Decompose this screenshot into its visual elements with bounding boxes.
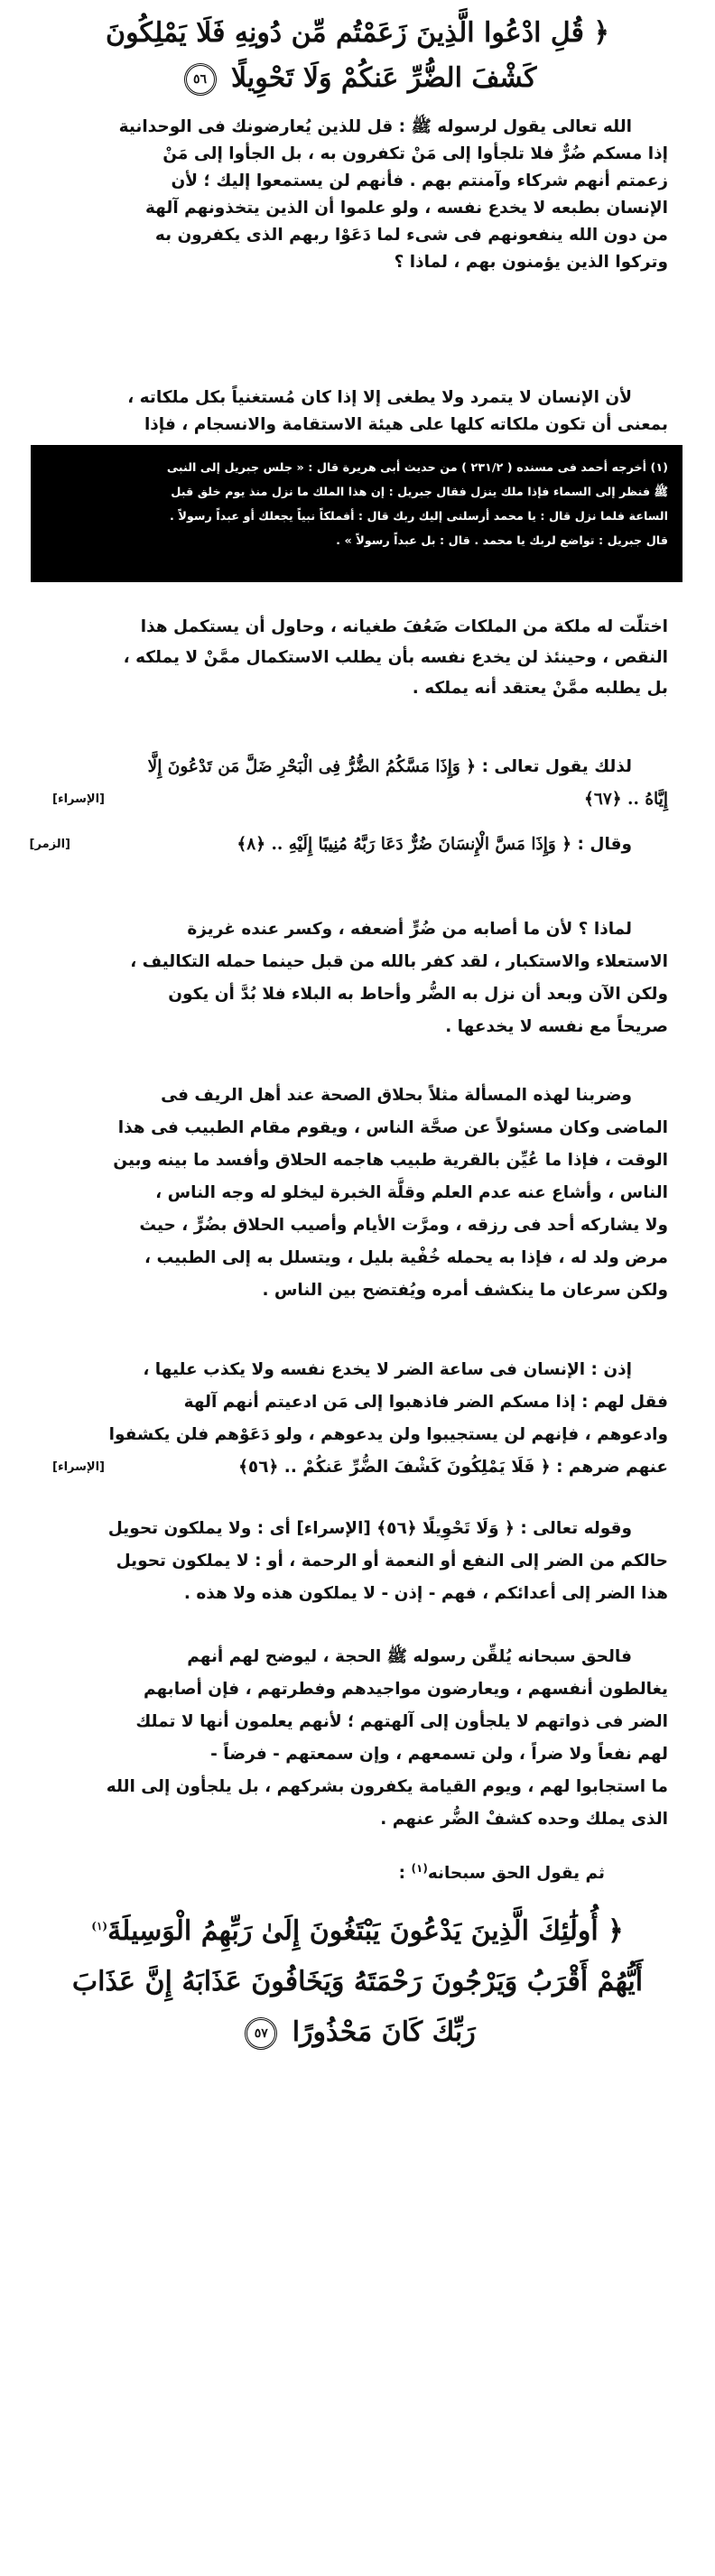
paragraph-line: الضر فى ذواتهم لا يلجأون إلى آلهتهم ؛ لأنهم يعلمون أنها لا تملك (135, 1712, 668, 1731)
paragraph-line: صريحاً مع نفسه لا يخدعها . (445, 1017, 668, 1036)
closing-intro-text: ثم يقول الحق سبحانه (427, 1864, 605, 1884)
paragraph-6 (52, 1354, 668, 1484)
paragraph-line: الاستعلاء والاستكبار ، لقد كفر بالله من قبل حينما حمله التكاليف ، (130, 952, 668, 971)
verse-footnote-marker: (١) (91, 1920, 108, 1932)
verse-footer-line-2: أَيُّهُمْ أَقْرَبُ وَيَرْجُونَ رَحْمَتَهُ وَيَخَافُونَ عَذَابَهُ إِنَّ عَذَابَ (71, 1966, 644, 1997)
footnote-line: ﷺ فنظر إلى السماء فإذا ملك ينزل فقال جبريل : إن هذا الملك ما نزل منذ يوم خلق قبل (171, 486, 668, 499)
paragraph-line: الناس ، وأشاع عنه عدم العلم وقلَّة الخبرة ليخلو له وجه الناس ، (155, 1183, 668, 1202)
verse-footer-line-1 (54, 1901, 661, 1957)
paragraph-line: ولكن الآن وبعد أن نزل به الضُّر وأحاط به البلاء فلا بُدَّ أن يكون (168, 985, 668, 1004)
paragraph-line: إذا مسكم ضُرٌّ فلا تلجأوا إلى مَنْ تكفرون به ، بل الجأوا إلى مَنْ (162, 144, 668, 163)
quotes-block (29, 751, 668, 861)
footnote-marker: (١) (411, 1862, 428, 1875)
verse-heading-line-2 (54, 56, 661, 101)
paragraph-line: لأن الإنسان لا يتمرد ولا يطغى إلا إذا كان مُستغنياً بكل ملكاته ، (127, 388, 632, 407)
paragraph-line: عنهم ضرهم : ﴿ فَلَا يَمْلِكُونَ كَشْفَ الضُّرِّ عَنكُمْ .. ﴿٥٦﴾ (238, 1458, 668, 1477)
paragraph-line: بمعنى أن تكون ملكاته كلها على هيئة الاستقامة والانسجام ، فإذا (144, 415, 668, 434)
verse-number-badge: ٥٧ (245, 2017, 277, 2050)
paragraph-line: فالحق سبحانه يُلقِّن رسوله ﷺ الحجة ، ليوضح لهم أنهم (187, 1647, 632, 1666)
paragraph-line: زعمتم أنهم شركاء وآمنتم بهم . فأنهم لن يستمعوا إليك ؛ لأن (171, 171, 668, 190)
paragraph-line: الله تعالى يقول لرسوله ﷺ : قل للذين يُعارضونك فى الوحدانية (118, 117, 632, 136)
footnote-line: (١) أخرجه أحمد فى مسنده ( ٢٣١/٢ ) من حديث أبى هريرة قال : « جلس جبريل إلى النبى (166, 461, 668, 475)
verse-footer-line-3 (54, 2007, 661, 2058)
closing-intro (52, 1852, 668, 1890)
paragraph-line: النقص ، وحينئذ لن يخدع نفسه بأن يطلب الاستكمال ممَّنْ لا يملكه ، (123, 648, 668, 667)
paragraph-line: اختلّت له ملكة من الملكات ضَعُفَ طغيانه ، وحاول أن يستكمل هذا (140, 617, 668, 636)
verse-number-badge: ٥٦ (184, 63, 217, 96)
paragraph-line: ولكن سرعان ما ينكشف أمره ويُفتضح بين الناس . (262, 1281, 668, 1300)
footnote-line: قال جبريل : تواضع لربك يا محمد . قال : بل عبداً رسولاً » . (336, 534, 668, 548)
quote-1-reference: [الإسراء] (52, 792, 105, 806)
verse-heading-line-2-text: كَشْفَ الضُّرِّ عَنكُمْ وَلَا تَحْوِيلًا (230, 62, 537, 94)
paragraph-7 (52, 1513, 668, 1610)
quote-2-reference: [الزمر] (29, 838, 70, 851)
paragraph-line: مرض ولد له ، فإذا به يحمله خُفْية بليل ، ويتسلل به إلى الطبيب ، (144, 1248, 668, 1267)
footnote-box (31, 445, 682, 582)
quote-intro-line (52, 751, 668, 783)
verse-heading-line-1: ﴿ قُلِ ادْعُوا الَّذِينَ زَعَمْتُم مِّن دُونِهِ فَلَا يَمْلِكُونَ (106, 17, 609, 49)
paragraph-line: الماضى وكان مسئولاً عن صحَّة الناس ، ويقوم مقام الطبيب فى هذا (117, 1118, 668, 1137)
verse-footer-line-3-text: رَبِّكَ كَانَ مَحْذُورًا (292, 2016, 476, 2048)
quote-2-intro: وقال : (577, 835, 632, 854)
paragraph-line: فقل لهم : إذا مسكم الضر فاذهبوا إلى مَن ادعيتم أنهم آلهة (183, 1393, 668, 1412)
quote-intro: لذلك يقول تعالى : (481, 757, 632, 776)
quote-1-part-a: ﴿ وَإِذَا مَسَّكُمُ الضُّرُّ فِى الْبَحْرِ ضَلَّ مَن تَدْعُونَ إِلَّا (147, 757, 477, 776)
paragraph-line: الإنسان بطبعه لا يخدع نفسه ، ولو علموا أن الذين يتخذونهم آلهة (144, 199, 668, 218)
paragraph-2 (52, 385, 668, 439)
paragraph-5 (52, 1080, 668, 1307)
paragraph-8 (52, 1641, 668, 1836)
quote-2-line (29, 829, 668, 861)
paragraph-1 (52, 114, 668, 276)
verse-footer-line-1-text: ﴿ أُولَٰئِكَ الَّذِينَ يَدْعُونَ يَبْتَغُونَ إِلَىٰ رَبِّهِمُ الْوَسِيلَةَ (107, 1915, 624, 1947)
footnote-line: الساعة فلما نزل قال : يا محمد أرسلنى إليك ربك قال : أفملكاً نبياً يجعلك أو عبداً رسولاً . (170, 510, 668, 524)
quote-1-part-b: إِيَّاهُ .. ﴿٦٧﴾ (584, 790, 668, 809)
paragraph-line: لماذا ؟ لأن ما أصابه من ضُرٍّ أضعفه ، وكسر عنده غريزة (187, 920, 632, 939)
paragraph-line: الذى يملك وحده كشفْ الضُّر عنهم . (380, 1810, 668, 1829)
verse-heading (54, 11, 661, 101)
closing-intro-line: ثم يقول الحق سبحانه$^{(١)}$ : (398, 1862, 605, 1884)
paragraph-line: لهم نفعاً ولا ضراً ، ولن تسمعهم ، وإن سمعتهم - فرضاً - (210, 1745, 668, 1764)
paragraph-line: يغالطون أنفسهم ، ويعارضون مواجيدهم وفطرتهم ، فإن أصابهم (144, 1680, 668, 1699)
paragraph-line: من دون الله ينفعونهم فى شىء لما دَعَوْا ربهم الذى يكفرون به (154, 226, 668, 245)
paragraph-line: ولا يشاركه أحد فى رزقه ، ومرَّت الأيام وأصيب الحلاق بضُرٍّ ، حيث (139, 1216, 668, 1235)
paragraph-line: الوقت ، فإذا ما عُيِّن بالقرية طبيب هاجمه الحلاق وأفسد ما بينه وبين (113, 1151, 668, 1170)
paragraph-line: وادعوهم ، فإنهم لن يستجيبوا ولن يدعوهم ، ولو دَعَوْهم فلن يكشفوا (108, 1425, 668, 1444)
paragraph-6-last-line (52, 1451, 668, 1484)
paragraph-line: حالكم من الضر إلى النفع أو النعمة أو الرحمة ، أو : لا يملكون تحويل (116, 1552, 668, 1571)
paragraph-line: ما استجابوا لهم ، ويوم القيامة يكفرون بشركهم ، بل يلجأون إلى الله (106, 1777, 668, 1796)
paragraph-line: بل يطلبه ممَّنْ يعتقد أنه يملكه . (412, 679, 668, 698)
quote-2-text: ﴿ وَإِذَا مَسَّ الْإِنسَانَ ضُرٌّ دَعَا رَبَّهُ مُنِيبًا إِلَيْهِ .. ﴿٨﴾ (237, 835, 572, 854)
paragraph-line: إذن : الإنسان فى ساعة الضر لا يخدع نفسه ولا يكذب عليها ، (143, 1360, 632, 1379)
verse-footer (54, 1901, 661, 2058)
paragraph-3 (52, 612, 668, 704)
paragraph-line: وضربنا لهذه المسألة مثلاً بحلاق الصحة عند أهل الريف فى (161, 1086, 632, 1105)
paragraph-6-reference: [الإسراء] (52, 1460, 105, 1474)
paragraph-line: وتركوا الذين يؤمنون بهم ، لماذا ؟ (394, 253, 668, 272)
quote-1-line-2 (52, 783, 668, 816)
paragraph-line: وقوله تعالى : ﴿ وَلَا تَحْوِيلًا ﴿٥٦﴾ [الإسراء] أى : ولا يملكون تحويل (107, 1519, 632, 1538)
paragraph-4 (52, 913, 668, 1043)
paragraph-line: هذا الضر إلى أعدائكم ، فهم - إذن - لا يملكون هذه ولا هذه . (183, 1584, 668, 1603)
